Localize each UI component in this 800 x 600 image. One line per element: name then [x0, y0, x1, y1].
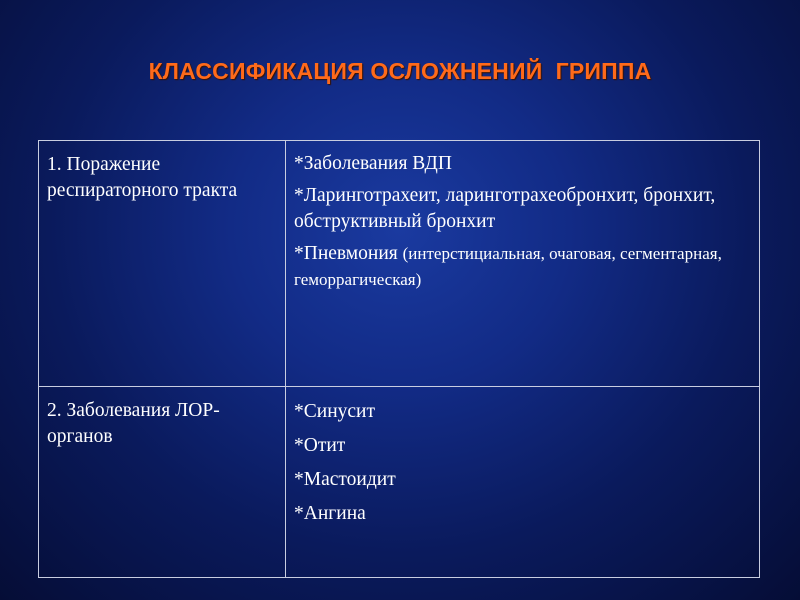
table-row	[39, 141, 760, 387]
slide-title: КЛАССИФИКАЦИЯ ОСЛОЖНЕНИЙ ГРИППА	[148, 58, 652, 84]
classification-table	[38, 140, 760, 578]
list-item	[294, 183, 755, 235]
list-item	[294, 399, 755, 425]
item-text: *Ангина	[294, 503, 366, 524]
list-item	[294, 467, 755, 493]
list-item	[294, 433, 755, 459]
item-text: *Мастоидит	[294, 469, 396, 490]
item-note: (интерстициальная, очаговая, сегментарная, геморрагическая)	[294, 244, 722, 289]
table-row	[39, 387, 760, 578]
list-item	[294, 241, 755, 293]
item-text: *Заболевания ВДП	[294, 153, 452, 174]
items-cell	[286, 141, 760, 387]
items-cell	[286, 387, 760, 578]
category-cell: 2. Заболевания ЛОР-органов	[39, 387, 286, 578]
list-item	[294, 151, 755, 177]
item-text: *Отит	[294, 435, 346, 456]
list-item	[294, 501, 755, 527]
category-cell: 1. Поражение респираторного тракта	[39, 141, 286, 387]
item-text: *Синусит	[294, 401, 375, 422]
item-text: *Ларинготрахеит, ларинготрахеобронхит, бронхит, обструктивный бронхит	[294, 185, 716, 232]
item-text: *Пневмония	[294, 243, 403, 264]
